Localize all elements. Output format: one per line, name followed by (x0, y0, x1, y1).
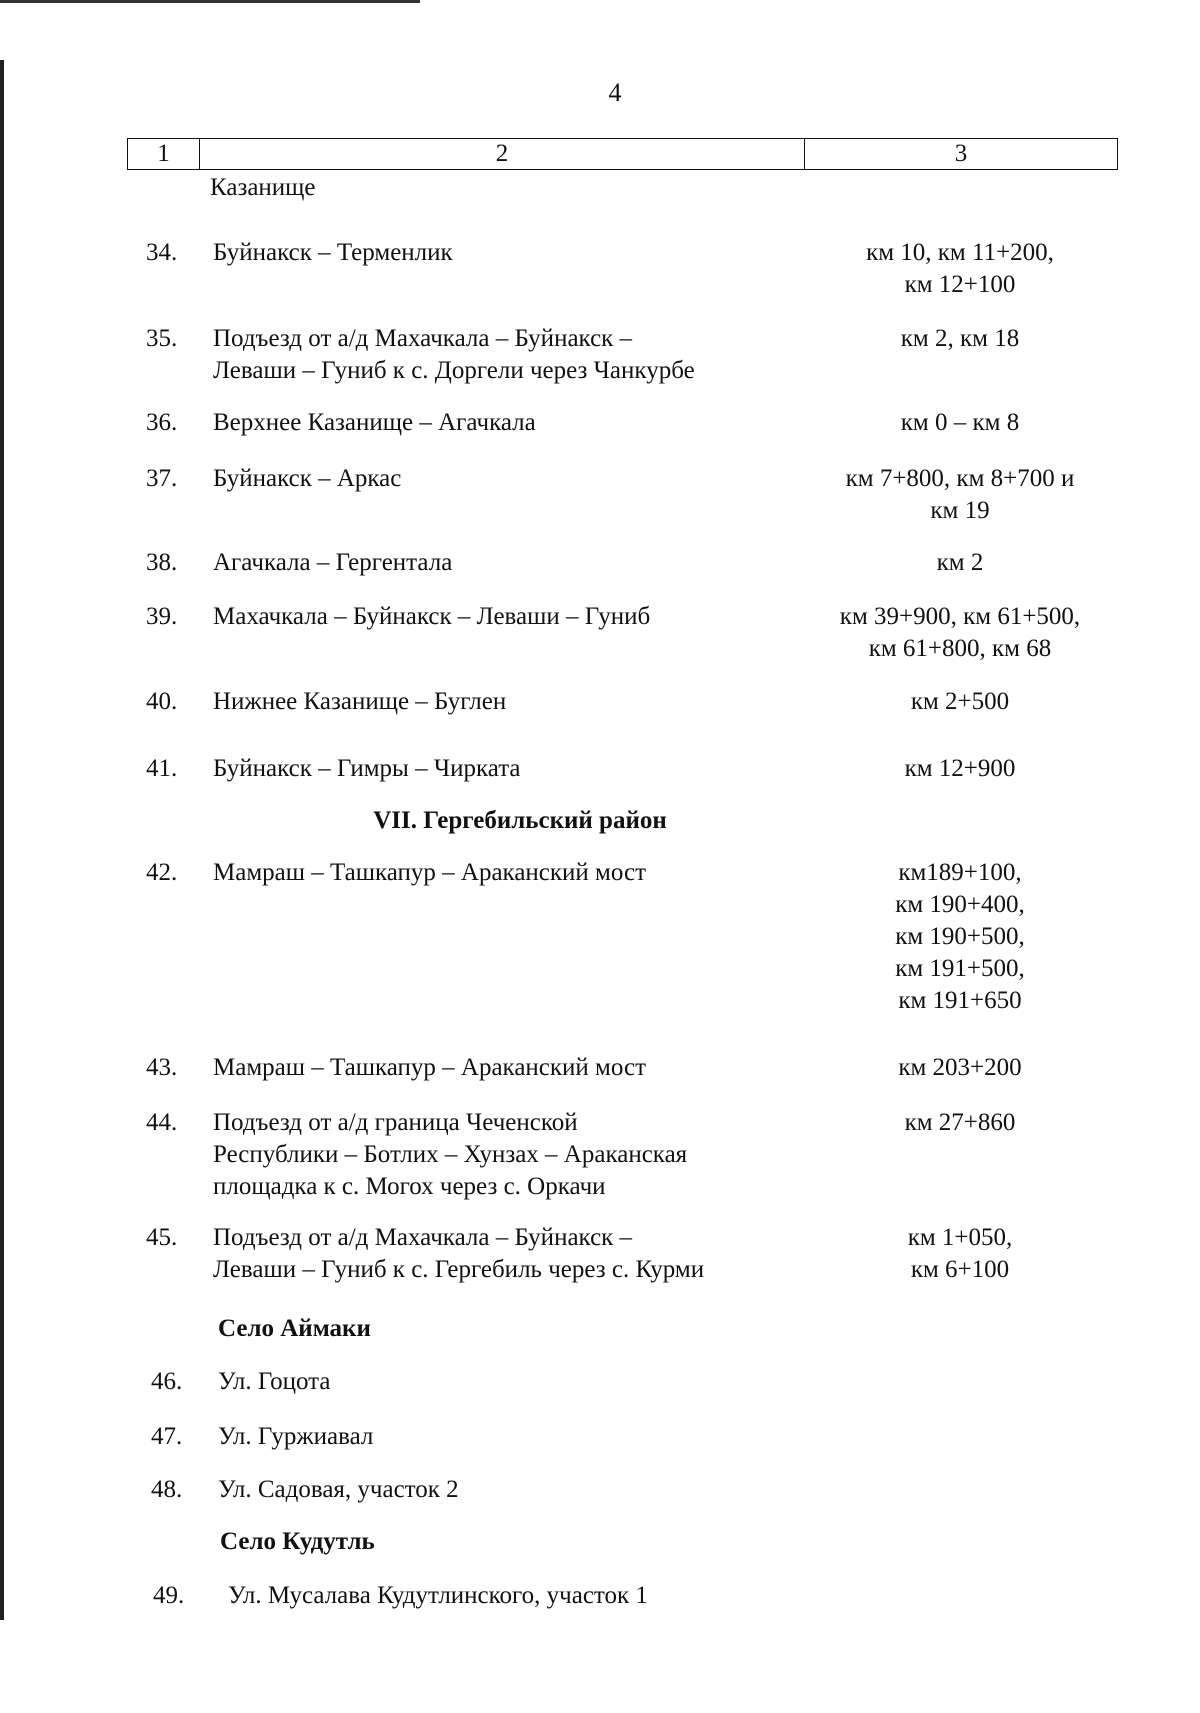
road-name-line: Подъезд от а/д граница Чеченской (213, 1109, 578, 1136)
road-name (213, 237, 813, 269)
km-line: км 12+100 (904, 271, 1016, 298)
km-sections (815, 463, 1105, 527)
row-number: 37. (146, 465, 178, 492)
street-name: Ул. Гуржиавал (218, 1423, 374, 1450)
row-number: 44. (146, 1109, 178, 1136)
road-name-line: Махачкала – Буйнакск – Леваши – Гуниб (213, 603, 651, 630)
village-heading: Село Кудутль (220, 1528, 375, 1555)
row-number: 49. (153, 1582, 185, 1609)
road-name-line: Подъезд от а/д Махачкала – Буйнакск – (213, 325, 633, 352)
km-sections (815, 601, 1105, 665)
km-sections (815, 547, 1105, 579)
row-number: 46. (151, 1368, 183, 1395)
row-number: 35. (146, 325, 178, 352)
km-line: км 27+860 (904, 1109, 1016, 1136)
street-name: Ул. Садовая, участок 2 (218, 1476, 459, 1503)
road-name-line: Буйнакск – Терменлик (213, 239, 453, 266)
road-name (213, 323, 813, 387)
road-name-line: Леваши – Гуниб к с. Гергебиль через с. Курми (213, 1256, 705, 1283)
road-name-line: Мамраш – Ташкапур – Араканский мост (213, 1054, 647, 1081)
row-number: 36. (146, 409, 178, 436)
km-sections (815, 857, 1105, 1017)
km-line: км 191+500, (895, 955, 1025, 982)
km-sections (815, 1052, 1105, 1084)
row-number: 43. (146, 1054, 178, 1081)
header-col-3: 3 (954, 140, 968, 167)
village-heading: Село Аймаки (218, 1315, 371, 1342)
scan-edge-left (0, 60, 4, 1620)
road-name-line: Верхнее Казанище – Агачкала (213, 409, 536, 436)
header-col-2: 2 (200, 139, 805, 169)
km-line: км 203+200 (898, 1054, 1022, 1081)
road-name (213, 1052, 813, 1084)
km-line: км 10, км 11+200, (866, 239, 1054, 266)
road-name (213, 857, 813, 889)
row-number: 39. (146, 603, 178, 630)
row-number: 40. (146, 688, 178, 715)
road-name-line: Мамраш – Ташкапур – Араканский мост (213, 859, 647, 886)
km-line: км 2+500 (910, 688, 1010, 715)
row-number: 38. (146, 549, 178, 576)
road-name-line: Республики – Ботлих – Хунзах – Араканская (213, 1141, 688, 1168)
row-number: 48. (151, 1476, 183, 1503)
km-sections (815, 1107, 1105, 1139)
km-line: км 2 (936, 549, 984, 576)
km-line: км 190+500, (895, 923, 1025, 950)
km-line: км 191+650 (898, 987, 1022, 1014)
road-name (213, 1107, 813, 1203)
street-name: Ул. Мусалава Кудутлинского, участок 1 (228, 1582, 648, 1609)
km-sections (815, 753, 1105, 785)
km-line: км 61+800, км 68 (868, 635, 1052, 662)
km-line: км 39+900, км 61+500, (839, 603, 1081, 630)
km-line: км 12+900 (904, 755, 1016, 782)
km-line: км 0 – км 8 (900, 409, 1020, 436)
km-sections (815, 407, 1105, 439)
row-number: 42. (146, 859, 178, 886)
street-name: Ул. Гоцота (218, 1368, 331, 1395)
road-name (213, 686, 813, 718)
road-name (213, 407, 813, 439)
road-name-line: площадка к с. Могох через с. Оркачи (213, 1173, 606, 1200)
row-number: 41. (146, 755, 178, 782)
km-line: км189+100, (898, 859, 1022, 886)
km-sections (815, 323, 1105, 355)
km-line: км 1+050, (907, 1224, 1013, 1251)
road-name (213, 547, 813, 579)
road-name-line: Нижнее Казанище – Буглен (213, 688, 507, 715)
section-heading: VII. Гергебильский район (373, 807, 667, 834)
km-line: км 190+400, (895, 891, 1025, 918)
road-name (213, 1222, 813, 1286)
km-line: км 6+100 (910, 1256, 1010, 1283)
row-number: 45. (146, 1224, 178, 1251)
continuation-name: Казанище (210, 174, 316, 201)
table-header (127, 138, 1118, 170)
road-name-line: Буйнакск – Гимры – Чирката (213, 755, 521, 782)
road-name-line: Буйнакск – Аркас (213, 465, 402, 492)
km-sections (815, 686, 1105, 718)
row-number: 34. (146, 239, 178, 266)
km-line: км 2, км 18 (900, 325, 1020, 352)
km-line: км 19 (930, 497, 990, 524)
road-name (213, 601, 813, 633)
km-line: км 7+800, км 8+700 и (845, 465, 1075, 492)
scan-edge-top (0, 0, 420, 3)
page-number: 4 (608, 78, 622, 107)
road-name-line: Леваши – Гуниб к с. Доргели через Чанкурбе (213, 357, 695, 384)
header-col-1: 1 (128, 139, 200, 169)
road-name-line: Подъезд от а/д Махачкала – Буйнакск – (213, 1224, 633, 1251)
road-name (213, 753, 813, 785)
road-name-line: Агачкала – Гергентала (213, 549, 453, 576)
road-name (213, 463, 813, 495)
km-sections (815, 237, 1105, 301)
row-number: 47. (151, 1423, 183, 1450)
km-sections (815, 1222, 1105, 1286)
